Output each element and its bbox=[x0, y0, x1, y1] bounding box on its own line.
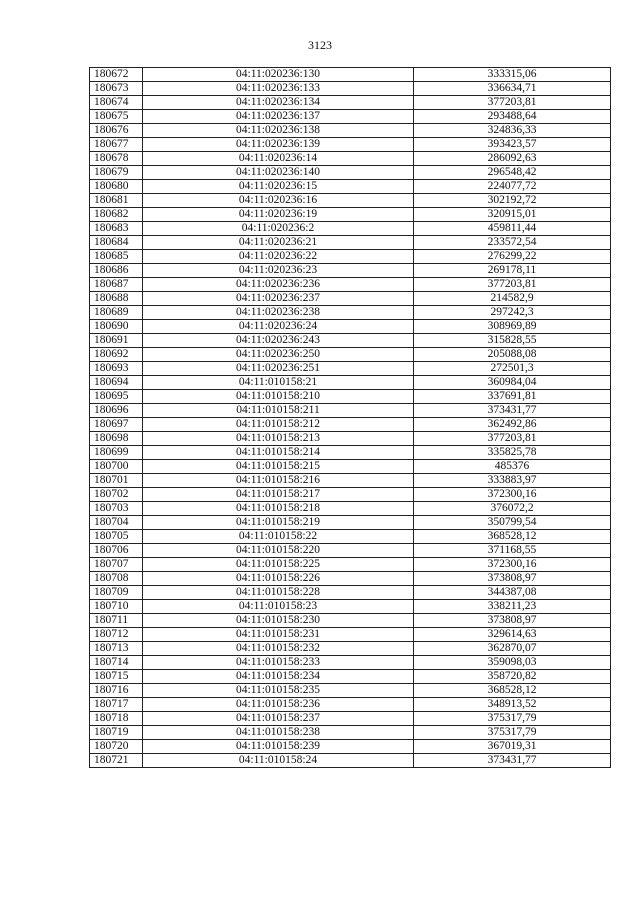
row-number-cell: 180695 bbox=[90, 390, 143, 404]
row-number-cell: 180697 bbox=[90, 418, 143, 432]
table-row bbox=[90, 68, 611, 82]
row-number-cell: 180687 bbox=[90, 278, 143, 292]
row-number-cell: 180677 bbox=[90, 138, 143, 152]
row-number-cell: 180682 bbox=[90, 208, 143, 222]
cadastral-number-cell: 04:11:020236:130 bbox=[143, 68, 414, 82]
row-number-cell: 180691 bbox=[90, 334, 143, 348]
table-row bbox=[90, 166, 611, 180]
row-number-cell: 180685 bbox=[90, 250, 143, 264]
table-row bbox=[90, 180, 611, 194]
cadastral-value-cell: 297242,3 bbox=[414, 306, 611, 320]
cadastral-number-cell: 04:11:020236:21 bbox=[143, 236, 414, 250]
cadastral-number-cell: 04:11:010158:225 bbox=[143, 558, 414, 572]
cadastral-number-cell: 04:11:020236:14 bbox=[143, 152, 414, 166]
row-number-cell: 180710 bbox=[90, 600, 143, 614]
row-number-cell: 180703 bbox=[90, 502, 143, 516]
cadastral-number-cell: 04:11:010158:228 bbox=[143, 586, 414, 600]
table-row bbox=[90, 236, 611, 250]
row-number-cell: 180680 bbox=[90, 180, 143, 194]
cadastral-number-cell: 04:11:010158:231 bbox=[143, 628, 414, 642]
cadastral-value-cell: 348913,52 bbox=[414, 698, 611, 712]
cadastral-value-cell: 224077,72 bbox=[414, 180, 611, 194]
cadastral-value-cell: 373431,77 bbox=[414, 754, 611, 768]
table-row bbox=[90, 544, 611, 558]
table-row bbox=[90, 334, 611, 348]
cadastral-number-cell: 04:11:020236:139 bbox=[143, 138, 414, 152]
cadastral-value-cell: 377203,81 bbox=[414, 432, 611, 446]
row-number-cell: 180699 bbox=[90, 446, 143, 460]
cadastral-number-cell: 04:11:020236:134 bbox=[143, 96, 414, 110]
row-number-cell: 180706 bbox=[90, 544, 143, 558]
cadastral-value-cell: 368528,12 bbox=[414, 684, 611, 698]
cadastral-number-cell: 04:11:010158:215 bbox=[143, 460, 414, 474]
table-row bbox=[90, 670, 611, 684]
table-row bbox=[90, 376, 611, 390]
row-number-cell: 180715 bbox=[90, 670, 143, 684]
cadastral-number-cell: 04:11:010158:235 bbox=[143, 684, 414, 698]
cadastral-number-cell: 04:11:020236:2 bbox=[143, 222, 414, 236]
cadastral-value-cell: 329614,63 bbox=[414, 628, 611, 642]
table-row bbox=[90, 152, 611, 166]
row-number-cell: 180692 bbox=[90, 348, 143, 362]
table-row bbox=[90, 558, 611, 572]
table-row bbox=[90, 250, 611, 264]
table-row bbox=[90, 474, 611, 488]
table-row bbox=[90, 390, 611, 404]
cadastral-number-cell: 04:11:020236:237 bbox=[143, 292, 414, 306]
cadastral-number-cell: 04:11:010158:22 bbox=[143, 530, 414, 544]
row-number-cell: 180709 bbox=[90, 586, 143, 600]
table-row bbox=[90, 96, 611, 110]
cadastral-number-cell: 04:11:020236:22 bbox=[143, 250, 414, 264]
cadastral-number-cell: 04:11:010158:24 bbox=[143, 754, 414, 768]
table-row bbox=[90, 754, 611, 768]
row-number-cell: 180693 bbox=[90, 362, 143, 376]
table-row bbox=[90, 656, 611, 670]
cadastral-value-cell: 333883,97 bbox=[414, 474, 611, 488]
row-number-cell: 180713 bbox=[90, 642, 143, 656]
cadastral-number-cell: 04:11:010158:217 bbox=[143, 488, 414, 502]
table-row bbox=[90, 222, 611, 236]
table-row bbox=[90, 614, 611, 628]
cadastral-value-cell: 320915,01 bbox=[414, 208, 611, 222]
cadastral-value-cell: 362492,86 bbox=[414, 418, 611, 432]
table-row bbox=[90, 516, 611, 530]
cadastral-number-cell: 04:11:020236:24 bbox=[143, 320, 414, 334]
cadastral-value-cell: 337691,81 bbox=[414, 390, 611, 404]
cadastral-number-cell: 04:11:010158:211 bbox=[143, 404, 414, 418]
cadastral-value-cell: 359098,03 bbox=[414, 656, 611, 670]
row-number-cell: 180689 bbox=[90, 306, 143, 320]
table-row bbox=[90, 208, 611, 222]
cadastral-number-cell: 04:11:010158:210 bbox=[143, 390, 414, 404]
cadastral-value-cell: 272501,3 bbox=[414, 362, 611, 376]
cadastral-number-cell: 04:11:020236:15 bbox=[143, 180, 414, 194]
cadastral-number-cell: 04:11:010158:238 bbox=[143, 726, 414, 740]
cadastral-value-cell: 393423,57 bbox=[414, 138, 611, 152]
table-row bbox=[90, 502, 611, 516]
table-row bbox=[90, 698, 611, 712]
table-row bbox=[90, 600, 611, 614]
page-number: 3123 bbox=[308, 38, 332, 52]
cadastral-value-cell: 375317,79 bbox=[414, 726, 611, 740]
table-row bbox=[90, 432, 611, 446]
cadastral-number-cell: 04:11:010158:230 bbox=[143, 614, 414, 628]
cadastral-number-cell: 04:11:010158:236 bbox=[143, 698, 414, 712]
table-row bbox=[90, 418, 611, 432]
table-row bbox=[90, 446, 611, 460]
table-row bbox=[90, 362, 611, 376]
row-number-cell: 180674 bbox=[90, 96, 143, 110]
cadastral-number-cell: 04:11:010158:226 bbox=[143, 572, 414, 586]
table-row bbox=[90, 110, 611, 124]
table-row bbox=[90, 194, 611, 208]
row-number-cell: 180700 bbox=[90, 460, 143, 474]
cadastral-value-cell: 333315,06 bbox=[414, 68, 611, 82]
cadastral-number-cell: 04:11:020236:133 bbox=[143, 82, 414, 96]
cadastral-number-cell: 04:11:010158:219 bbox=[143, 516, 414, 530]
cadastral-value-cell: 372300,16 bbox=[414, 558, 611, 572]
table-body bbox=[90, 68, 611, 768]
cadastral-value-cell: 358720,82 bbox=[414, 670, 611, 684]
cadastral-number-cell: 04:11:010158:234 bbox=[143, 670, 414, 684]
row-number-cell: 180681 bbox=[90, 194, 143, 208]
row-number-cell: 180716 bbox=[90, 684, 143, 698]
table-row bbox=[90, 348, 611, 362]
cadastral-value-cell: 376072,2 bbox=[414, 502, 611, 516]
cadastral-number-cell: 04:11:010158:233 bbox=[143, 656, 414, 670]
cadastral-number-cell: 04:11:010158:23 bbox=[143, 600, 414, 614]
cadastral-number-cell: 04:11:020236:251 bbox=[143, 362, 414, 376]
row-number-cell: 180672 bbox=[90, 68, 143, 82]
cadastral-value-cell: 296548,42 bbox=[414, 166, 611, 180]
table-row bbox=[90, 264, 611, 278]
table-row bbox=[90, 740, 611, 754]
cadastral-number-cell: 04:11:010158:218 bbox=[143, 502, 414, 516]
row-number-cell: 180721 bbox=[90, 754, 143, 768]
table-row bbox=[90, 712, 611, 726]
row-number-cell: 180673 bbox=[90, 82, 143, 96]
row-number-cell: 180694 bbox=[90, 376, 143, 390]
table-row bbox=[90, 404, 611, 418]
row-number-cell: 180696 bbox=[90, 404, 143, 418]
cadastral-value-cell: 344387,08 bbox=[414, 586, 611, 600]
cadastral-value-cell: 360984,04 bbox=[414, 376, 611, 390]
cadastral-value-cell: 233572,54 bbox=[414, 236, 611, 250]
cadastral-number-cell: 04:11:010158:216 bbox=[143, 474, 414, 488]
cadastral-value-cell: 205088,08 bbox=[414, 348, 611, 362]
table-row bbox=[90, 306, 611, 320]
table-row bbox=[90, 138, 611, 152]
cadastral-number-cell: 04:11:020236:250 bbox=[143, 348, 414, 362]
cadastral-value-cell: 335825,78 bbox=[414, 446, 611, 460]
row-number-cell: 180676 bbox=[90, 124, 143, 138]
row-number-cell: 180712 bbox=[90, 628, 143, 642]
cadastral-value-table bbox=[89, 67, 611, 768]
cadastral-value-cell: 371168,55 bbox=[414, 544, 611, 558]
cadastral-value-cell: 373808,97 bbox=[414, 614, 611, 628]
cadastral-number-cell: 04:11:010158:237 bbox=[143, 712, 414, 726]
table-row bbox=[90, 642, 611, 656]
cadastral-value-cell: 350799,54 bbox=[414, 516, 611, 530]
cadastral-value-cell: 276299,22 bbox=[414, 250, 611, 264]
row-number-cell: 180718 bbox=[90, 712, 143, 726]
table-row bbox=[90, 628, 611, 642]
table-row bbox=[90, 684, 611, 698]
row-number-cell: 180675 bbox=[90, 110, 143, 124]
cadastral-number-cell: 04:11:010158:220 bbox=[143, 544, 414, 558]
cadastral-value-cell: 302192,72 bbox=[414, 194, 611, 208]
cadastral-value-cell: 375317,79 bbox=[414, 712, 611, 726]
row-number-cell: 180719 bbox=[90, 726, 143, 740]
table-row bbox=[90, 82, 611, 96]
cadastral-number-cell: 04:11:010158:239 bbox=[143, 740, 414, 754]
cadastral-number-cell: 04:11:010158:21 bbox=[143, 376, 414, 390]
cadastral-value-cell: 269178,11 bbox=[414, 264, 611, 278]
cadastral-number-cell: 04:11:020236:238 bbox=[143, 306, 414, 320]
cadastral-number-cell: 04:11:010158:214 bbox=[143, 446, 414, 460]
cadastral-number-cell: 04:11:020236:138 bbox=[143, 124, 414, 138]
table-row bbox=[90, 320, 611, 334]
cadastral-value-cell: 362870,07 bbox=[414, 642, 611, 656]
cadastral-value-cell: 336634,71 bbox=[414, 82, 611, 96]
row-number-cell: 180684 bbox=[90, 236, 143, 250]
cadastral-number-cell: 04:11:010158:212 bbox=[143, 418, 414, 432]
cadastral-value-cell: 308969,89 bbox=[414, 320, 611, 334]
cadastral-value-cell: 372300,16 bbox=[414, 488, 611, 502]
row-number-cell: 180688 bbox=[90, 292, 143, 306]
table-row bbox=[90, 572, 611, 586]
table-row bbox=[90, 292, 611, 306]
table-row bbox=[90, 488, 611, 502]
row-number-cell: 180708 bbox=[90, 572, 143, 586]
row-number-cell: 180711 bbox=[90, 614, 143, 628]
cadastral-number-cell: 04:11:020236:19 bbox=[143, 208, 414, 222]
row-number-cell: 180678 bbox=[90, 152, 143, 166]
row-number-cell: 180707 bbox=[90, 558, 143, 572]
row-number-cell: 180717 bbox=[90, 698, 143, 712]
table-row bbox=[90, 586, 611, 600]
table-row bbox=[90, 278, 611, 292]
row-number-cell: 180705 bbox=[90, 530, 143, 544]
cadastral-number-cell: 04:11:020236:16 bbox=[143, 194, 414, 208]
cadastral-number-cell: 04:11:020236:236 bbox=[143, 278, 414, 292]
row-number-cell: 180704 bbox=[90, 516, 143, 530]
cadastral-number-cell: 04:11:020236:140 bbox=[143, 166, 414, 180]
cadastral-number-cell: 04:11:020236:23 bbox=[143, 264, 414, 278]
cadastral-value-cell: 373808,97 bbox=[414, 572, 611, 586]
cadastral-value-cell: 338211,23 bbox=[414, 600, 611, 614]
table-row bbox=[90, 726, 611, 740]
table-row bbox=[90, 530, 611, 544]
row-number-cell: 180720 bbox=[90, 740, 143, 754]
row-number-cell: 180698 bbox=[90, 432, 143, 446]
cadastral-value-cell: 368528,12 bbox=[414, 530, 611, 544]
cadastral-value-cell: 377203,81 bbox=[414, 278, 611, 292]
row-number-cell: 180683 bbox=[90, 222, 143, 236]
cadastral-value-cell: 377203,81 bbox=[414, 96, 611, 110]
cadastral-number-cell: 04:11:010158:213 bbox=[143, 432, 414, 446]
table-row bbox=[90, 460, 611, 474]
cadastral-value-cell: 459811,44 bbox=[414, 222, 611, 236]
row-number-cell: 180701 bbox=[90, 474, 143, 488]
row-number-cell: 180679 bbox=[90, 166, 143, 180]
row-number-cell: 180702 bbox=[90, 488, 143, 502]
cadastral-value-cell: 324836,33 bbox=[414, 124, 611, 138]
row-number-cell: 180690 bbox=[90, 320, 143, 334]
cadastral-value-cell: 367019,31 bbox=[414, 740, 611, 754]
cadastral-value-cell: 293488,64 bbox=[414, 110, 611, 124]
table-row bbox=[90, 124, 611, 138]
cadastral-number-cell: 04:11:010158:232 bbox=[143, 642, 414, 656]
cadastral-value-cell: 485376 bbox=[414, 460, 611, 474]
cadastral-number-cell: 04:11:020236:243 bbox=[143, 334, 414, 348]
cadastral-value-cell: 286092,63 bbox=[414, 152, 611, 166]
cadastral-number-cell: 04:11:020236:137 bbox=[143, 110, 414, 124]
row-number-cell: 180714 bbox=[90, 656, 143, 670]
cadastral-value-cell: 315828,55 bbox=[414, 334, 611, 348]
cadastral-value-cell: 214582,9 bbox=[414, 292, 611, 306]
cadastral-value-cell: 373431,77 bbox=[414, 404, 611, 418]
row-number-cell: 180686 bbox=[90, 264, 143, 278]
